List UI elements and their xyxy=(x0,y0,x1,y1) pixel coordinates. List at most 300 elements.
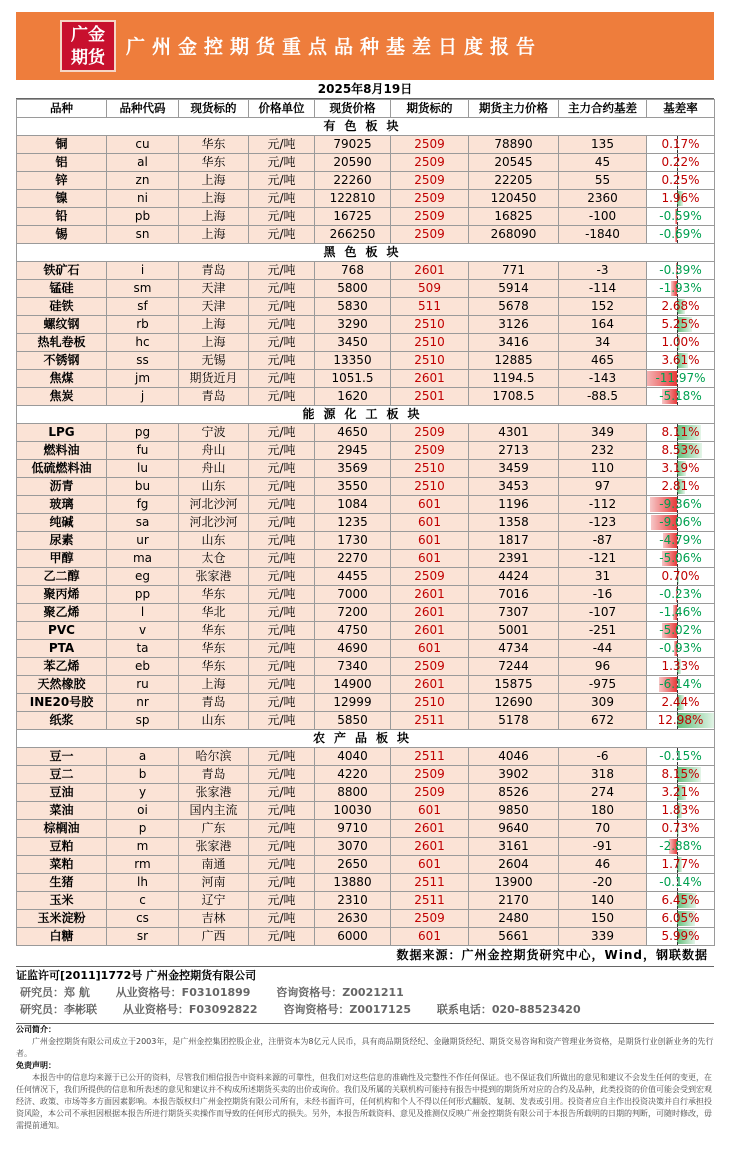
price-unit: 元/吨 xyxy=(249,496,315,514)
spot-location: 期货近月 xyxy=(179,370,249,388)
futures-price: 13900 xyxy=(469,874,559,892)
spot-location: 上海 xyxy=(179,334,249,352)
product-name: 甲醇 xyxy=(17,550,107,568)
basis-rate-value: -0.39% xyxy=(659,263,702,277)
product-name: 天然橡胶 xyxy=(17,676,107,694)
price-unit: 元/吨 xyxy=(249,280,315,298)
basis-rate-cell xyxy=(647,694,715,712)
futures-contract: 2601 xyxy=(391,838,469,856)
product-code: sr xyxy=(107,928,179,946)
futures-price: 2480 xyxy=(469,910,559,928)
futures-contract: 2601 xyxy=(391,262,469,280)
basis-rate-cell xyxy=(647,532,715,550)
basis-rate-cell xyxy=(647,496,715,514)
futures-contract: 601 xyxy=(391,532,469,550)
product-name: 燃料油 xyxy=(17,442,107,460)
basis-rate-cell xyxy=(647,766,715,784)
table-row xyxy=(17,838,715,856)
futures-price: 5678 xyxy=(469,298,559,316)
product-name: PTA xyxy=(17,640,107,658)
company-text: 广州金控期货有限公司成立于2003年，是广州金控集团控股企业，注册资本为8亿元人民币，具有商品期货经纪、金融期货经纪、期货交易咨询和资产管理业务资格，是期货行业创新业务的先行者。 xyxy=(16,1037,714,1058)
table-row xyxy=(17,712,715,730)
spot-price: 266250 xyxy=(315,226,391,244)
spot-location: 无锡 xyxy=(179,352,249,370)
product-name: 豆油 xyxy=(17,784,107,802)
spot-price: 5830 xyxy=(315,298,391,316)
spot-price: 2270 xyxy=(315,550,391,568)
table-row xyxy=(17,262,715,280)
basis-rate-value: -1.93% xyxy=(659,281,702,295)
futures-price: 3416 xyxy=(469,334,559,352)
basis-rate-value: -5.06% xyxy=(659,551,702,565)
basis-rate-cell xyxy=(647,874,715,892)
product-name: 棕榈油 xyxy=(17,820,107,838)
product-code: a xyxy=(107,748,179,766)
price-unit: 元/吨 xyxy=(249,640,315,658)
product-code: ur xyxy=(107,532,179,550)
product-code: lh xyxy=(107,874,179,892)
table-row xyxy=(17,910,715,928)
basis-rate-cell xyxy=(647,928,715,946)
spot-price: 3070 xyxy=(315,838,391,856)
product-code: eg xyxy=(107,568,179,586)
futures-price: 15875 xyxy=(469,676,559,694)
futures-contract: 2510 xyxy=(391,334,469,352)
basis-value: 70 xyxy=(559,820,647,838)
basis-rate-cell xyxy=(647,208,715,226)
basis-rate-value: 6.05% xyxy=(661,911,700,925)
product-code: v xyxy=(107,622,179,640)
price-unit: 元/吨 xyxy=(249,856,315,874)
product-name: 沥青 xyxy=(17,478,107,496)
basis-value: 318 xyxy=(559,766,647,784)
table-row xyxy=(17,604,715,622)
basis-value: -123 xyxy=(559,514,647,532)
product-name: 焦煤 xyxy=(17,370,107,388)
section-row xyxy=(17,730,715,748)
basis-rate-value: 2.68% xyxy=(661,299,700,313)
basis-rate-cell xyxy=(647,262,715,280)
spot-location: 青岛 xyxy=(179,262,249,280)
product-code: cs xyxy=(107,910,179,928)
spot-price: 12999 xyxy=(315,694,391,712)
table-row xyxy=(17,442,715,460)
price-unit: 元/吨 xyxy=(249,784,315,802)
basis-rate-value: -0.23% xyxy=(659,587,702,601)
spot-location: 上海 xyxy=(179,316,249,334)
futures-price: 12690 xyxy=(469,694,559,712)
product-name: 不锈钢 xyxy=(17,352,107,370)
disclaimer-heading: 免责声明： xyxy=(16,1061,56,1070)
basis-rate-cell xyxy=(647,802,715,820)
basis-value: -6 xyxy=(559,748,647,766)
product-code: bu xyxy=(107,478,179,496)
basis-rate-value: 1.83% xyxy=(661,803,700,817)
basis-rate-value: 3.61% xyxy=(661,353,700,367)
futures-price: 16825 xyxy=(469,208,559,226)
spot-price: 1051.5 xyxy=(315,370,391,388)
futures-price: 12885 xyxy=(469,352,559,370)
futures-price: 9640 xyxy=(469,820,559,838)
futures-contract: 511 xyxy=(391,298,469,316)
spot-location: 舟山 xyxy=(179,460,249,478)
header-row xyxy=(17,100,715,118)
basis-rate-value: -1.46% xyxy=(659,605,702,619)
basis-value: -87 xyxy=(559,532,647,550)
spot-price: 14900 xyxy=(315,676,391,694)
spot-location: 宁波 xyxy=(179,424,249,442)
futures-price: 771 xyxy=(469,262,559,280)
futures-contract: 601 xyxy=(391,514,469,532)
table-row xyxy=(17,460,715,478)
basis-rate-value: -2.88% xyxy=(659,839,702,853)
spot-price: 1235 xyxy=(315,514,391,532)
futures-contract: 2510 xyxy=(391,316,469,334)
product-name: 玻璃 xyxy=(17,496,107,514)
basis-rate-value: 5.99% xyxy=(661,929,700,943)
basis-rate-value: 1.00% xyxy=(661,335,700,349)
futures-contract: 2510 xyxy=(391,694,469,712)
section-title: 有色板块 xyxy=(17,118,715,136)
basis-value: 349 xyxy=(559,424,647,442)
section-row xyxy=(17,244,715,262)
basis-rate-value: 2.81% xyxy=(661,479,700,493)
basis-value: -3 xyxy=(559,262,647,280)
report-banner xyxy=(16,12,714,80)
product-code: ta xyxy=(107,640,179,658)
futures-price: 7016 xyxy=(469,586,559,604)
contact-phone: 联系电话：020-88523420 xyxy=(436,1003,581,1016)
futures-contract: 2509 xyxy=(391,226,469,244)
product-name: 纯碱 xyxy=(17,514,107,532)
basis-rate-value: 0.25% xyxy=(661,173,700,187)
spot-location: 华东 xyxy=(179,640,249,658)
price-unit: 元/吨 xyxy=(249,334,315,352)
spot-location: 舟山 xyxy=(179,442,249,460)
product-code: rb xyxy=(107,316,179,334)
basis-value: 34 xyxy=(559,334,647,352)
price-unit: 元/吨 xyxy=(249,838,315,856)
basis-value: -100 xyxy=(559,208,647,226)
futures-price: 4046 xyxy=(469,748,559,766)
futures-price: 3126 xyxy=(469,316,559,334)
basis-value: 309 xyxy=(559,694,647,712)
price-unit: 元/吨 xyxy=(249,586,315,604)
basis-rate-cell xyxy=(647,712,715,730)
table-row xyxy=(17,802,715,820)
spot-price: 7340 xyxy=(315,658,391,676)
spot-price: 768 xyxy=(315,262,391,280)
basis-rate-cell xyxy=(647,604,715,622)
futures-price: 268090 xyxy=(469,226,559,244)
spot-location: 河北沙河 xyxy=(179,514,249,532)
table-row xyxy=(17,658,715,676)
basis-value: 46 xyxy=(559,856,647,874)
table-row xyxy=(17,550,715,568)
basis-rate-value: -0.15% xyxy=(659,749,702,763)
table-row xyxy=(17,496,715,514)
futures-price: 1358 xyxy=(469,514,559,532)
table-row xyxy=(17,694,715,712)
spot-price: 3290 xyxy=(315,316,391,334)
product-name: 豆一 xyxy=(17,748,107,766)
consult-number: 咨询资格号：Z0021211 xyxy=(276,986,404,999)
price-unit: 元/吨 xyxy=(249,154,315,172)
futures-contract: 2509 xyxy=(391,766,469,784)
basis-value: 55 xyxy=(559,172,647,190)
futures-price: 120450 xyxy=(469,190,559,208)
futures-contract: 2601 xyxy=(391,676,469,694)
basis-rate-cell xyxy=(647,838,715,856)
basis-value: 2360 xyxy=(559,190,647,208)
price-unit: 元/吨 xyxy=(249,694,315,712)
price-unit: 元/吨 xyxy=(249,172,315,190)
table-row xyxy=(17,748,715,766)
table-row xyxy=(17,424,715,442)
futures-price: 22205 xyxy=(469,172,559,190)
futures-contract: 2509 xyxy=(391,136,469,154)
spot-location: 天津 xyxy=(179,280,249,298)
futures-contract: 601 xyxy=(391,496,469,514)
column-header: 主力合约基差 xyxy=(559,100,647,118)
spot-location: 张家港 xyxy=(179,568,249,586)
price-unit: 元/吨 xyxy=(249,352,315,370)
basis-value: 150 xyxy=(559,910,647,928)
basis-rate-value: 8.15% xyxy=(661,767,700,781)
basis-rate-cell xyxy=(647,550,715,568)
futures-contract: 2601 xyxy=(391,586,469,604)
spot-price: 16725 xyxy=(315,208,391,226)
product-code: l xyxy=(107,604,179,622)
spot-price: 1084 xyxy=(315,496,391,514)
basis-rate-cell xyxy=(647,136,715,154)
section-title: 农产品板块 xyxy=(17,730,715,748)
table-row xyxy=(17,874,715,892)
basis-rate-value: -9.06% xyxy=(659,515,702,529)
column-header: 基差率 xyxy=(647,100,715,118)
basis-value: 110 xyxy=(559,460,647,478)
researcher-line-2 xyxy=(16,1001,714,1018)
spot-location: 山东 xyxy=(179,532,249,550)
product-name: 铁矿石 xyxy=(17,262,107,280)
basis-rate-value: 0.22% xyxy=(661,155,700,169)
futures-price: 3161 xyxy=(469,838,559,856)
basis-rate-cell xyxy=(647,658,715,676)
price-unit: 元/吨 xyxy=(249,262,315,280)
futures-price: 2170 xyxy=(469,892,559,910)
futures-price: 1196 xyxy=(469,496,559,514)
basis-value: 135 xyxy=(559,136,647,154)
product-name: 低硫燃料油 xyxy=(17,460,107,478)
futures-price: 7244 xyxy=(469,658,559,676)
futures-contract: 2509 xyxy=(391,154,469,172)
column-header: 品种 xyxy=(17,100,107,118)
price-unit: 元/吨 xyxy=(249,370,315,388)
product-name: 生猪 xyxy=(17,874,107,892)
futures-contract: 2509 xyxy=(391,658,469,676)
product-name: 玉米 xyxy=(17,892,107,910)
basis-rate-value: -0.59% xyxy=(659,209,702,223)
basis-rate-value: 6.45% xyxy=(661,893,700,907)
spot-location: 辽宁 xyxy=(179,892,249,910)
futures-contract: 2509 xyxy=(391,424,469,442)
column-header: 品种代码 xyxy=(107,100,179,118)
table-row xyxy=(17,352,715,370)
spot-location: 上海 xyxy=(179,190,249,208)
futures-contract: 601 xyxy=(391,640,469,658)
futures-contract: 2511 xyxy=(391,892,469,910)
product-code: pb xyxy=(107,208,179,226)
spot-location: 吉林 xyxy=(179,910,249,928)
futures-price: 5914 xyxy=(469,280,559,298)
futures-price: 3459 xyxy=(469,460,559,478)
basis-value: 96 xyxy=(559,658,647,676)
table-row xyxy=(17,190,715,208)
price-unit: 元/吨 xyxy=(249,604,315,622)
spot-price: 2945 xyxy=(315,442,391,460)
table-row xyxy=(17,334,715,352)
report-title: 广州金控期货重点品种基差日度报告 xyxy=(126,36,543,58)
basis-rate-value: -5.18% xyxy=(659,389,702,403)
futures-price: 2713 xyxy=(469,442,559,460)
table-row xyxy=(17,388,715,406)
product-name: 锰硅 xyxy=(17,280,107,298)
spot-price: 5850 xyxy=(315,712,391,730)
basis-value: -114 xyxy=(559,280,647,298)
product-code: rm xyxy=(107,856,179,874)
spot-location: 华东 xyxy=(179,136,249,154)
license-line: 证监许可[2011]1772号 广州金控期货有限公司 xyxy=(16,969,257,982)
table-row xyxy=(17,478,715,496)
basis-rate-cell xyxy=(647,622,715,640)
product-code: fg xyxy=(107,496,179,514)
basis-rate-cell xyxy=(647,298,715,316)
spot-location: 华东 xyxy=(179,622,249,640)
product-code: cu xyxy=(107,136,179,154)
column-header: 现货标的 xyxy=(179,100,249,118)
product-name: 镍 xyxy=(17,190,107,208)
basis-rate-value: -11.97% xyxy=(655,371,706,385)
spot-price: 79025 xyxy=(315,136,391,154)
spot-location: 青岛 xyxy=(179,694,249,712)
price-unit: 元/吨 xyxy=(249,388,315,406)
spot-price: 1620 xyxy=(315,388,391,406)
researcher-name: 研究员：郑 航 xyxy=(20,986,90,999)
price-unit: 元/吨 xyxy=(249,316,315,334)
basis-value: -16 xyxy=(559,586,647,604)
basis-rate-value: 3.21% xyxy=(661,785,700,799)
futures-contract: 2510 xyxy=(391,352,469,370)
basis-value: -143 xyxy=(559,370,647,388)
futures-contract: 2511 xyxy=(391,712,469,730)
price-unit: 元/吨 xyxy=(249,190,315,208)
product-code: m xyxy=(107,838,179,856)
basis-rate-value: -5.02% xyxy=(659,623,702,637)
futures-contract: 509 xyxy=(391,280,469,298)
basis-value: -251 xyxy=(559,622,647,640)
basis-rate-cell xyxy=(647,280,715,298)
product-code: eb xyxy=(107,658,179,676)
spot-location: 太仓 xyxy=(179,550,249,568)
spot-location: 国内主流 xyxy=(179,802,249,820)
price-unit: 元/吨 xyxy=(249,748,315,766)
spot-price: 2310 xyxy=(315,892,391,910)
spot-location: 张家港 xyxy=(179,784,249,802)
futures-contract: 2601 xyxy=(391,820,469,838)
price-unit: 元/吨 xyxy=(249,568,315,586)
basis-rate-cell xyxy=(647,910,715,928)
section-row xyxy=(17,406,715,424)
basis-rate-value: -4.79% xyxy=(659,533,702,547)
basis-rate-value: -9.36% xyxy=(659,497,702,511)
basis-rate-value: -0.14% xyxy=(659,875,702,889)
basis-value: 45 xyxy=(559,154,647,172)
table-row xyxy=(17,856,715,874)
report-footer xyxy=(16,966,714,1018)
qualification-number: 从业资格号：F03101899 xyxy=(115,986,251,999)
section-title: 能源化工板块 xyxy=(17,406,715,424)
spot-location: 华北 xyxy=(179,604,249,622)
basis-rate-cell xyxy=(647,586,715,604)
product-code: sp xyxy=(107,712,179,730)
spot-price: 13880 xyxy=(315,874,391,892)
basis-value: 232 xyxy=(559,442,647,460)
futures-price: 1817 xyxy=(469,532,559,550)
basis-value: -91 xyxy=(559,838,647,856)
spot-location: 青岛 xyxy=(179,388,249,406)
basis-rate-value: -6.14% xyxy=(659,677,702,691)
product-name: 豆二 xyxy=(17,766,107,784)
product-code: ss xyxy=(107,352,179,370)
product-code: y xyxy=(107,784,179,802)
basis-rate-value: 12.98% xyxy=(657,713,704,727)
futures-price: 4301 xyxy=(469,424,559,442)
product-name: INE20号胶 xyxy=(17,694,107,712)
table-row xyxy=(17,514,715,532)
spot-price: 4455 xyxy=(315,568,391,586)
product-name: PVC xyxy=(17,622,107,640)
price-unit: 元/吨 xyxy=(249,658,315,676)
table-row xyxy=(17,784,715,802)
spot-price: 4690 xyxy=(315,640,391,658)
product-name: 螺纹钢 xyxy=(17,316,107,334)
product-name: 菜粕 xyxy=(17,856,107,874)
price-unit: 元/吨 xyxy=(249,802,315,820)
futures-price: 3902 xyxy=(469,766,559,784)
table-row xyxy=(17,226,715,244)
price-unit: 元/吨 xyxy=(249,910,315,928)
basis-rate-value: 1.33% xyxy=(661,659,700,673)
product-code: i xyxy=(107,262,179,280)
basis-rate-value: 3.19% xyxy=(661,461,700,475)
product-name: 热轧卷板 xyxy=(17,334,107,352)
basis-value: -121 xyxy=(559,550,647,568)
basis-value: 97 xyxy=(559,478,647,496)
product-code: sf xyxy=(107,298,179,316)
basis-rate-value: 5.25% xyxy=(661,317,700,331)
basis-rate-cell xyxy=(647,676,715,694)
basis-rate-cell xyxy=(647,424,715,442)
futures-contract: 2601 xyxy=(391,622,469,640)
spot-price: 4040 xyxy=(315,748,391,766)
basis-rate-cell xyxy=(647,460,715,478)
futures-price: 5001 xyxy=(469,622,559,640)
spot-location: 华东 xyxy=(179,658,249,676)
product-code: oi xyxy=(107,802,179,820)
product-name: 锌 xyxy=(17,172,107,190)
futures-contract: 2509 xyxy=(391,568,469,586)
price-unit: 元/吨 xyxy=(249,226,315,244)
